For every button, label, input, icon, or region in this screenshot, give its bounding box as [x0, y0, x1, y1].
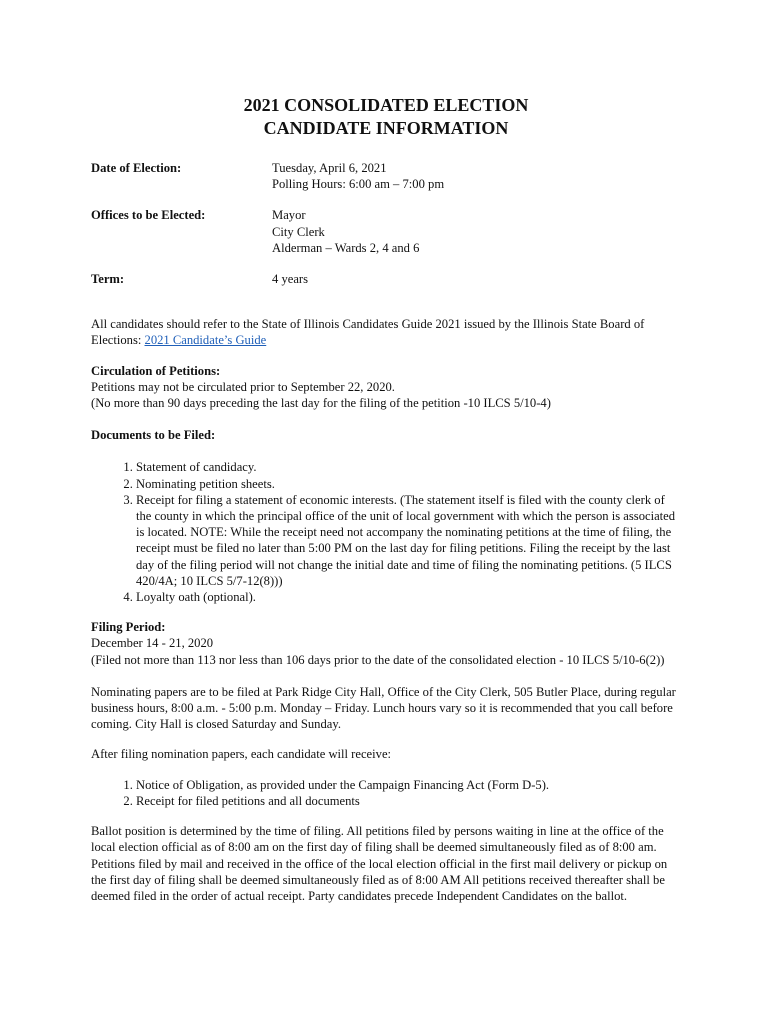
- filing-period-heading: Filing Period:: [91, 620, 166, 635]
- receive-list: [91, 777, 681, 809]
- offices-label: Offices to be Elected:: [91, 208, 206, 223]
- list-item: 3. Receipt for filing a statement of economic interests. (The statement itself is filed with the county clerk of the county in which the principal office of the unit of local government with which the person is associated is located. NOTE: While the receipt need not accompany the nominating petitions at the time of filing, the receipt must be filed no later than 5:00 PM on the last day for filing petitions. Filing the receipt by the last day of the filing period will not change the initial date and time of filing the nominating petitions. (5 ILCS 420/4A; 10 ILCS 5/7-12(8))): [136, 492, 681, 589]
- offices-row: [91, 207, 681, 256]
- term-label: Term:: [91, 272, 125, 287]
- term-row: [91, 271, 681, 287]
- filing-period-dates: December 14 - 21, 2020: [91, 636, 214, 651]
- circulation-line-1: Petitions may not be circulated prior to September 22, 2020.: [91, 379, 395, 394]
- circulation-heading: Circulation of Petitions:: [91, 363, 221, 378]
- title-line-1: 2021 CONSOLIDATED ELECTION: [243, 95, 529, 115]
- ballot-position-paragraph: Ballot position is determined by the time of filing. All petitions filed by persons waiting in line at the office of the local election official as of 8:00 am on the first day of filing shall be deemed simultaneously filed as of 8:00 am. Petitions filed by mail and received in the office of the local election official in the first mail delivery or pickup on the first day of filing shall be deemed simultaneously filed as of 8:00 AM All petitions received thereafter shall be deemed filed in the order of actual receipt. Party candidates precede Independent Candidates on the ballot.: [91, 824, 668, 903]
- office-item: City Clerk: [272, 224, 325, 239]
- filing-location-paragraph: Nominating papers are to be filed at Park Ridge City Hall, Office of the City Clerk, 505 Butler Place, during regular business hours, 8:00 a.m. - 5:00 p.m. Monday – Friday. Lunch hours vary so it is recommended that you call before coming. City Hall is closed Saturday and Sunday.: [91, 684, 676, 732]
- offices-list: [272, 207, 419, 256]
- term-value: 4 years: [272, 272, 309, 287]
- filing-period-note: (Filed not more than 113 nor less than 106 days prior to the date of the consolidated election - 10 ILCS 5/10-6(2)): [91, 652, 665, 667]
- guide-text: All candidates should refer to the State of Illinois Candidates Guide 2021 issued by the Illinois State Board of Elections:: [91, 317, 645, 348]
- guide-paragraph: [91, 316, 681, 348]
- section-spacer: [91, 302, 681, 316]
- list-item: 4. Loyalty oath (optional).: [136, 589, 681, 605]
- election-date-value: [272, 160, 444, 192]
- list-item: 2. Receipt for filed petitions and all documents: [136, 793, 681, 809]
- circulation-line-2: (No more than 90 days preceding the last day for the filing of the petition -10 ILCS 5/10-4): [91, 396, 551, 411]
- circulation-section: [91, 363, 681, 412]
- receive-intro: After filing nomination papers, each candidate will receive:: [91, 747, 392, 762]
- list-item: 2. Nominating petition sheets.: [136, 476, 681, 492]
- title-line-2: CANDIDATE INFORMATION: [263, 118, 509, 138]
- list-item: 1. Notice of Obligation, as provided under the Campaign Financing Act (Form D-5).: [136, 777, 681, 793]
- list-item: 1. Statement of candidacy.: [136, 459, 681, 475]
- candidates-guide-link[interactable]: 2021 Candidate’s Guide: [144, 333, 267, 348]
- documents-heading: Documents to be Filed:: [91, 428, 216, 443]
- document-page: [91, 94, 681, 918]
- office-item: Alderman – Wards 2, 4 and 6: [272, 240, 420, 255]
- filing-period-section: [91, 619, 681, 668]
- polling-hours: Polling Hours: 6:00 am – 7:00 pm: [272, 177, 445, 192]
- document-title: [91, 94, 681, 140]
- election-date-label: Date of Election:: [91, 161, 182, 175]
- documents-list: [91, 459, 681, 605]
- office-item: Mayor: [272, 208, 306, 223]
- election-date: Tuesday, April 6, 2021: [272, 161, 387, 175]
- election-date-row: [91, 160, 681, 192]
